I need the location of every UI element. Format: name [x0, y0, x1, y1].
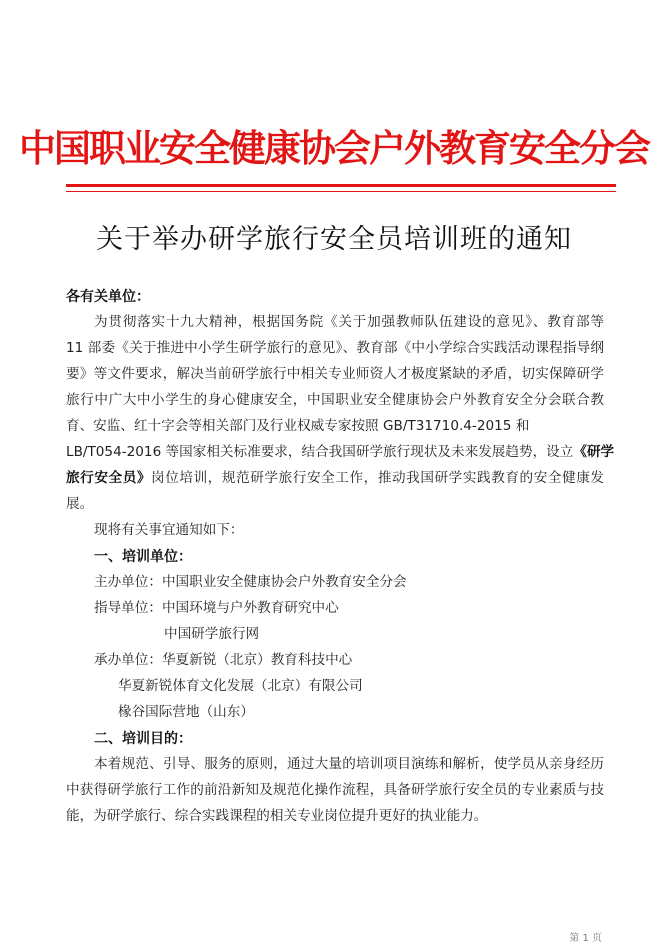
paragraph-line: 中获得研学旅行工作的前沿新知及规范化操作流程，具备研学旅行安全员的专业素质与技 [66, 782, 604, 798]
paragraph-text: 岗位培训，规范研学旅行安全工作，推动我国研学实践教育的安全健康发 [151, 470, 605, 486]
emphasis-text: 旅行安全员》 [66, 470, 152, 486]
guide-unit: 指导单位：中国环境与户外教育研究中心 [94, 600, 339, 616]
paragraph-line: 要》等文件要求，解决当前研学旅行中相关专业师资人才极度紧缺的矛盾，切实保障研学 [66, 366, 604, 382]
paragraph-line: 本着规范、引导、服务的原则，通过大量的培训项目演练和解析，使学员从亲身经历 [94, 756, 604, 772]
header-rule-thin [66, 191, 616, 192]
paragraph-line [66, 472, 604, 486]
paragraph-line: 为贯彻落实十九大精神，根据国务院《关于加强教师队伍建设的意见》、教育部等 [94, 314, 604, 330]
section-heading: 二、培训目的： [94, 731, 192, 747]
paragraph-line: 旅行中广大中小学生的身心健康安全，中国职业安全健康协会户外教育安全分会联合教 [66, 392, 604, 408]
host-unit: 主办单位：中国职业安全健康协会户外教育安全分会 [94, 574, 407, 590]
organization-name: 中国职业安全健康协会户外教育安全分会 [19, 127, 649, 170]
header-rule-thick [66, 184, 616, 187]
paragraph-line: 育、安监、红十字会等相关部门及行业权威专家按照 GB/T31710.4-2015 和 [66, 418, 530, 434]
paragraph-text: LB/T054-2016 等国家相关标准要求，结合我国研学旅行现状及未来发展趋势，设立 [66, 444, 574, 460]
paragraph-line: 能，为研学旅行、综合实践课程的相关专业岗位提升更好的执业能力。 [66, 808, 488, 824]
organizer-unit: 承办单位：华夏新锐（北京）教育科技中心 [94, 652, 353, 668]
notice-lead: 现将有关事宜通知如下： [94, 522, 244, 538]
notice-title: 关于举办研学旅行安全员培训班的通知 [96, 224, 572, 255]
paragraph-line [66, 444, 615, 460]
paragraph-line: 11 部委《关于推进中小学生研学旅行的意见》、教育部《中小学综合实践活动课程指导纲 [66, 340, 604, 356]
emphasis-text: 《研学 [573, 444, 615, 460]
page-number: 第 1 页 [569, 933, 602, 944]
section-heading: 一、培训单位： [94, 549, 192, 565]
guide-unit-secondary: 中国研学旅行网 [164, 626, 260, 642]
salutation: 各有关单位： [66, 289, 150, 305]
paragraph-line: 展。 [66, 496, 94, 512]
organizer-unit-secondary: 华夏新锐体育文化发展（北京）有限公司 [118, 678, 363, 694]
organizer-unit-tertiary: 椽谷国际营地（山东） [118, 704, 254, 720]
